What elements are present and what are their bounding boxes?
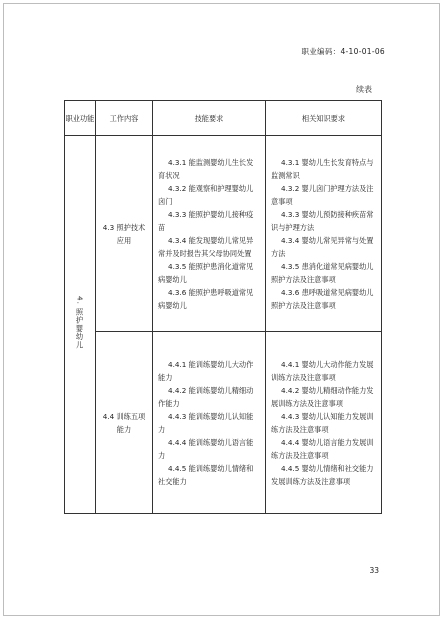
skill-item: 4.4.2 能训练婴幼儿精细动作能力 xyxy=(158,385,254,408)
skills-cell xyxy=(153,136,266,332)
knowledge-cell xyxy=(266,332,382,514)
knowledge-item: 4.4.1 婴幼儿大动作能力发展训练方法及注意事项 xyxy=(271,359,374,382)
skill-item: 4.3.6 能照护患呼吸道常见病婴幼儿 xyxy=(158,287,254,310)
knowledge-item: 4.3.4 婴幼儿常见异常与处置方法 xyxy=(271,235,374,258)
knowledge-item: 4.3.3 婴幼儿预防接种疾苗常识与护理方法 xyxy=(271,209,374,232)
skill-item: 4.3.5 能照护患消化道常见病婴幼儿 xyxy=(158,261,254,284)
column-header: 技能要求 xyxy=(153,101,266,136)
skill-item: 4.4.3 能训练婴幼儿认知能力 xyxy=(158,411,254,434)
work-content-cell: 4.3 照护技术应用 xyxy=(96,136,153,332)
knowledge-item: 4.3.6 患呼吸道常见病婴幼儿照护方法及注意事项 xyxy=(271,287,374,310)
function-label: 4. 照护婴幼儿 xyxy=(75,295,85,350)
skill-item: 4.3.2 能观察和护理婴幼儿囟门 xyxy=(158,183,254,206)
knowledge-item: 4.4.3 婴幼儿认知能力发展训练方法及注意事项 xyxy=(271,411,374,434)
table-header-row xyxy=(65,101,382,136)
table-row xyxy=(65,136,382,332)
knowledge-item: 4.4.5 婴幼儿情绪和社交能力发展训练方法及注意事项 xyxy=(271,463,374,486)
requirements-table xyxy=(64,100,381,514)
knowledge-item: 4.4.4 婴幼儿语言能力发展训练方法及注意事项 xyxy=(271,437,374,460)
table-row xyxy=(65,332,382,514)
skill-item: 4.4.5 能训练婴幼儿情绪和社交能力 xyxy=(158,463,254,486)
column-header: 工作内容 xyxy=(96,101,153,136)
skill-item: 4.4.1 能训练婴幼儿大动作能力 xyxy=(158,359,254,382)
column-header: 职业功能 xyxy=(65,101,96,136)
occupation-code: 职业编码：4-10-01-06 xyxy=(301,47,385,56)
knowledge-cell xyxy=(266,136,382,332)
knowledge-item: 4.3.1 婴幼儿生长发育特点与监测常识 xyxy=(271,157,374,180)
skill-item: 4.3.1 能监测婴幼儿生长发育状况 xyxy=(158,157,254,180)
knowledge-item: 4.3.2 婴儿囟门护理方法及注意事项 xyxy=(271,183,374,206)
continued-label: 续表 xyxy=(356,85,372,94)
function-cell xyxy=(65,136,96,514)
work-content-cell: 4.4 训练五项能力 xyxy=(96,332,153,514)
skill-item: 4.3.3 能照护婴幼儿接种疫苗 xyxy=(158,209,254,232)
knowledge-item: 4.3.5 患消化道常见病婴幼儿照护方法及注意事项 xyxy=(271,261,374,284)
knowledge-item: 4.4.2 婴幼儿精细动作能力发展训练方法及注意事项 xyxy=(271,385,374,408)
page-number: 33 xyxy=(369,566,379,575)
column-header: 相关知识要求 xyxy=(266,101,382,136)
skill-item: 4.3.4 能发现婴幼儿常见异常并及时报告其父母协同处置 xyxy=(158,235,254,258)
skills-cell xyxy=(153,332,266,514)
skill-item: 4.4.4 能训练婴幼儿语言能力 xyxy=(158,437,254,460)
